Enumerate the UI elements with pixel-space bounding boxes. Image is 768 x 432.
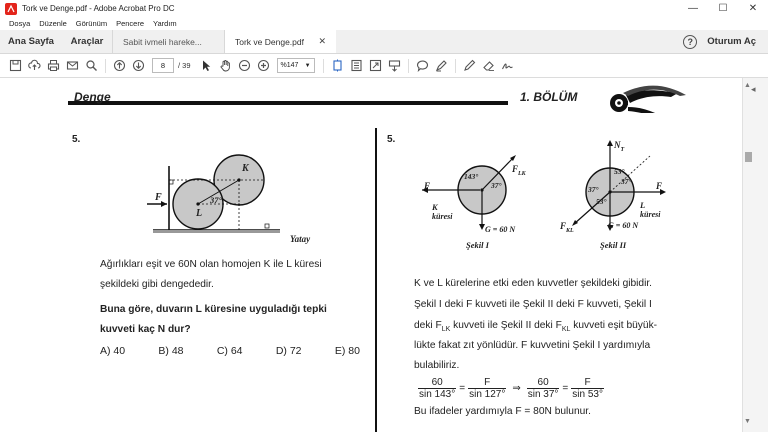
- choice-a: A) 40: [100, 345, 126, 357]
- fig1-f-label: F: [424, 181, 431, 191]
- fig2-f-label: F: [656, 181, 663, 191]
- implies-arrow: ⇒: [512, 383, 521, 394]
- solution-result: Bu ifadeler yardımıyla F = 80N bulunur.: [414, 406, 591, 417]
- page-total: / 39: [178, 61, 191, 70]
- fig2-g-label: G = 60 N: [608, 221, 639, 230]
- choice-e: E) 80: [334, 345, 360, 357]
- menu-view[interactable]: Görünüm: [75, 19, 108, 28]
- choice-c: C) 64: [216, 345, 243, 357]
- hand-tool-icon[interactable]: [216, 56, 235, 75]
- next-page-icon[interactable]: [129, 56, 148, 75]
- solution-text-1: K ve L kürelerine etki eden kuvvetler şekildeki gibidir.: [414, 278, 653, 289]
- fig2-angle-37b: 37°: [588, 185, 599, 194]
- toolbar-separator: [105, 59, 106, 73]
- toolbar-separator: [323, 59, 324, 73]
- tab-bar: [0, 30, 768, 54]
- minimize-button[interactable]: —: [688, 3, 698, 14]
- fig2-angle-53a: 53°: [614, 167, 625, 176]
- fig2-kuresi-label: küresi: [640, 210, 661, 219]
- close-window-button[interactable]: ✕: [748, 3, 758, 14]
- fig1-k-label: K: [432, 202, 438, 212]
- header-chapter-label: 1. BÖLÜM: [520, 90, 578, 104]
- sign-icon[interactable]: [498, 56, 517, 75]
- scrollbar-thumb[interactable]: [745, 152, 752, 162]
- menu-help[interactable]: Yardım: [153, 19, 177, 28]
- force-f-label: F: [155, 192, 162, 203]
- solution-text-4: lükte fakat zıt yönlüdür. F kuvvetini Şekil I yardımıyla: [414, 340, 651, 351]
- doc-tab-active[interactable]: [224, 30, 336, 53]
- scroll-up-icon[interactable]: ▲: [744, 82, 751, 89]
- page-number-input[interactable]: 8: [152, 58, 174, 73]
- find-icon[interactable]: [82, 56, 101, 75]
- chevron-down-icon: ▼: [304, 62, 311, 69]
- doc-tab-label: Tork ve Denge.pdf: [235, 36, 304, 47]
- choice-b: B) 48: [158, 345, 184, 357]
- tab-home[interactable]: Ana Sayfa: [8, 36, 54, 47]
- solution-text-2: Şekil I deki F kuvveti ile Şekil II deki F kuvveti, Şekil I: [414, 299, 652, 310]
- read-mode-icon[interactable]: [385, 56, 404, 75]
- page-layout-icon[interactable]: [347, 56, 366, 75]
- menu-edit[interactable]: Düzenle: [39, 19, 67, 28]
- fraction: $\frac{60}{\sin 143^\circ}$: [419, 377, 456, 400]
- zoom-in-icon[interactable]: [254, 56, 273, 75]
- sign-in-button[interactable]: Oturum Aç: [707, 36, 756, 47]
- fig1-kuresi-label: küresi: [432, 212, 453, 221]
- zoom-out-icon[interactable]: [235, 56, 254, 75]
- fig1-flk-label: $F_{LK}$: [512, 164, 526, 177]
- upload-cloud-icon[interactable]: [25, 56, 44, 75]
- highlight-pen-icon[interactable]: [432, 56, 451, 75]
- zoom-level-select[interactable]: [277, 58, 315, 73]
- fig1-angle-37: 37°: [491, 181, 502, 190]
- maximize-button[interactable]: ☐: [718, 3, 728, 14]
- draw-pencil-icon[interactable]: [460, 56, 479, 75]
- floor-label: Yatay: [290, 234, 311, 244]
- acrobat-app-icon: [5, 3, 17, 15]
- menu-window[interactable]: Pencere: [116, 19, 144, 28]
- question-text-1: Buna göre, duvarın L küresine uyguladığı tepki: [100, 304, 327, 315]
- previous-page-icon[interactable]: [110, 56, 129, 75]
- fig1-caption: Şekil I: [466, 240, 489, 250]
- choice-d: D) 72: [275, 345, 302, 357]
- save-icon[interactable]: [6, 56, 25, 75]
- title-bar: [0, 0, 768, 17]
- eraser-icon[interactable]: [479, 56, 498, 75]
- problem-text-2: şekildeki gibi dengededir.: [100, 279, 214, 290]
- comment-icon[interactable]: [413, 56, 432, 75]
- solution-number: 5.: [387, 134, 396, 145]
- question-text-2: kuvveti kaç N dur?: [100, 324, 191, 335]
- solution-text-5: bulabiliriz.: [414, 360, 460, 371]
- right-side-pane: [742, 78, 768, 432]
- fraction: $\frac{F}{\sin 53^\circ}$: [572, 377, 603, 400]
- fraction: $\frac{F}{\sin 127^\circ}$: [469, 377, 506, 400]
- fraction: $\frac{60}{\sin 37^\circ}$: [527, 377, 559, 400]
- fig2-caption: Şekil II: [600, 240, 627, 250]
- select-cursor-icon[interactable]: [197, 56, 216, 75]
- fig2-nt-label: $N_T$: [614, 140, 625, 153]
- sphere-k-label: K: [242, 163, 249, 174]
- equals-sign: =: [562, 383, 569, 394]
- toolbar-separator: [408, 59, 409, 73]
- fig2-angle-37a: 37°: [621, 177, 632, 186]
- zoom-level-value: %147: [280, 62, 299, 69]
- chapter-header: [68, 83, 688, 113]
- scroll-down-icon[interactable]: ▼: [744, 418, 751, 425]
- solution-text-3: deki $F_{LK}$ kuvveti ile Şekil II deki $F_{KL}$ kuvveti eşit büyük-: [414, 320, 658, 334]
- fig2-fkl-label: $F_{KL}$: [560, 221, 574, 234]
- spheres-wall-figure: [145, 136, 335, 246]
- column-divider: [375, 128, 377, 432]
- doc-tab-inactive[interactable]: [112, 30, 224, 53]
- equation: [418, 377, 604, 400]
- toolbar-separator: [455, 59, 456, 73]
- full-screen-icon[interactable]: [366, 56, 385, 75]
- answer-choices: [100, 345, 360, 357]
- help-icon[interactable]: ?: [683, 35, 697, 49]
- fit-page-icon[interactable]: [328, 56, 347, 75]
- window-title: Tork ve Denge.pdf - Adobe Acrobat Pro DC: [22, 4, 175, 13]
- toolbar: [0, 54, 768, 78]
- expand-pane-icon[interactable]: ◂: [751, 84, 756, 94]
- equals-sign: =: [459, 383, 466, 394]
- sphere-l-label: L: [196, 208, 203, 219]
- tab-spacer: [336, 30, 683, 53]
- email-icon[interactable]: [63, 56, 82, 75]
- angle-label: 37°: [210, 195, 222, 205]
- fig1-g-label: G = 60 N: [485, 225, 516, 234]
- doc-tab-label: Sabit ivmeli hareke...: [123, 36, 202, 47]
- header-decoration: [68, 83, 688, 113]
- close-tab-icon[interactable]: ✕: [318, 36, 326, 46]
- document-viewer[interactable]: [0, 78, 742, 432]
- tab-tools[interactable]: Araçlar: [70, 36, 104, 47]
- menu-file[interactable]: Dosya: [9, 19, 31, 28]
- fig2-l-label: L: [640, 200, 646, 210]
- header-left-title: Denge: [74, 90, 111, 104]
- fig2-angle-53b: 53°: [596, 197, 607, 206]
- question-number: 5.: [72, 134, 81, 145]
- menu-bar: [0, 17, 768, 30]
- fig1-angle-143: 143°: [464, 172, 479, 181]
- print-icon[interactable]: [44, 56, 63, 75]
- problem-text-1: Ağırlıkları eşit ve 60N olan homojen K ile L küresi: [100, 259, 322, 270]
